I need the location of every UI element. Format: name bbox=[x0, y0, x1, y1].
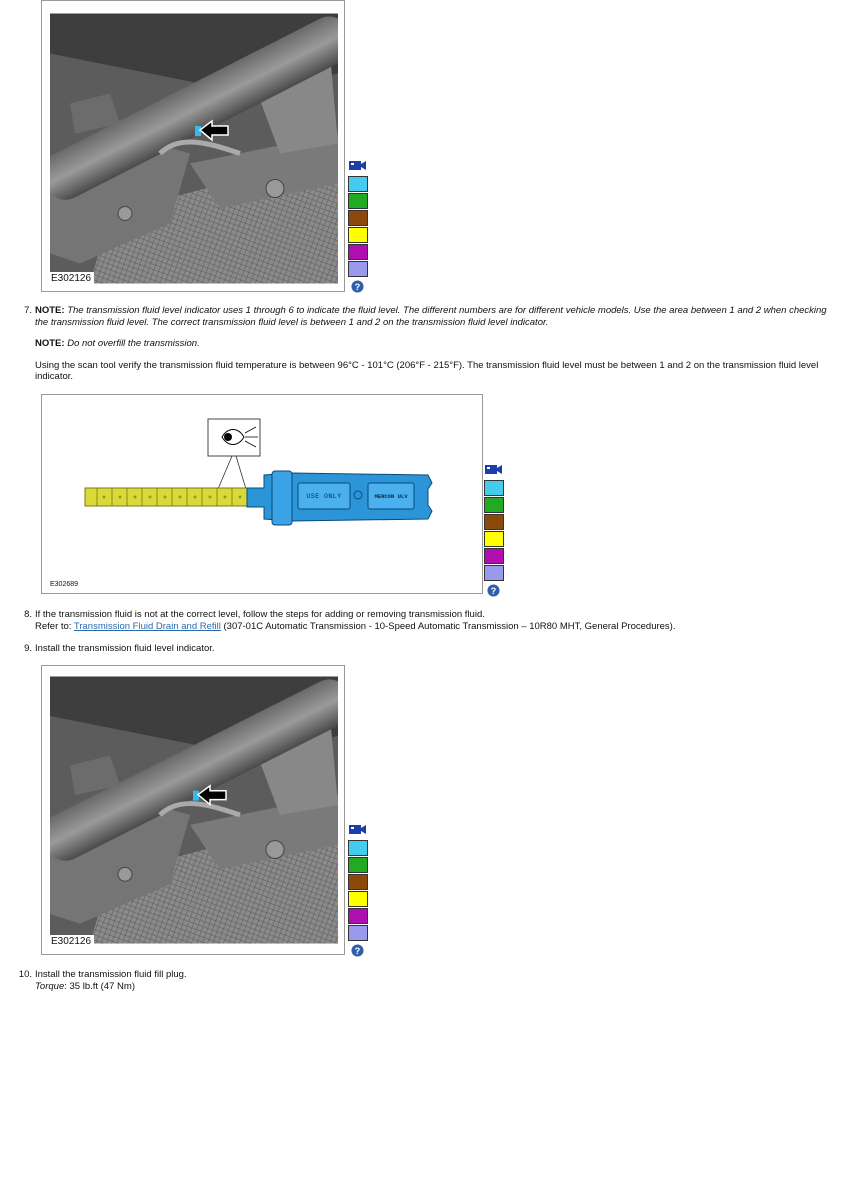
swatch-brown[interactable] bbox=[348, 874, 368, 890]
note-2: NOTE: Do not overfill the transmission. bbox=[35, 338, 200, 349]
step-number: 10. bbox=[18, 969, 32, 980]
figure-2 bbox=[41, 394, 483, 594]
camera-icon[interactable] bbox=[484, 462, 504, 476]
figure-code: E302126 bbox=[48, 272, 94, 285]
help-icon[interactable] bbox=[487, 584, 500, 597]
note-1: NOTE: The transmission fluid level indicator uses 1 through 6 to indicate the fluid level. The different numbers are for different vehicle models. Use the area between 1 and 2 when checking the transmission fluid level. The correct transmission fluid level is between 1 and 2 on the transmission fluid level indicator. bbox=[35, 305, 827, 328]
dipstick-label-use-only: USE ONLY bbox=[306, 493, 342, 500]
swatch-green[interactable] bbox=[348, 857, 368, 873]
swatch-yellow[interactable] bbox=[484, 531, 504, 547]
figure-code: E302689 bbox=[47, 580, 81, 589]
swatch-lavender[interactable] bbox=[484, 565, 504, 581]
swatch-cyan[interactable] bbox=[348, 840, 368, 856]
swatch-lavender[interactable] bbox=[348, 925, 368, 941]
torque-spec: Torque: 35 lb.ft (47 Nm) bbox=[35, 980, 135, 992]
step-number: 9. bbox=[24, 643, 32, 654]
color-palette-1 bbox=[348, 158, 368, 293]
step-8-text: If the transmission fluid is not at the correct level, follow the steps for adding or removing transmission fluid. bbox=[35, 609, 485, 620]
swatch-magenta[interactable] bbox=[348, 244, 368, 260]
dipstick-label-mercon: MERCON ULV bbox=[374, 493, 408, 500]
refer-line: Refer to: Transmission Fluid Drain and Refill (307-01C Automatic Transmission - 10-Speed Automatic Transmission – 10R80 MHT, General Procedures). bbox=[35, 620, 676, 632]
step-9-text: Install the transmission fluid level indicator. bbox=[35, 643, 215, 654]
svg-text:?: ? bbox=[354, 945, 361, 956]
swatch-magenta[interactable] bbox=[348, 908, 368, 924]
svg-text:?: ? bbox=[354, 281, 361, 292]
swatch-brown[interactable] bbox=[348, 210, 368, 226]
swatch-lavender[interactable] bbox=[348, 261, 368, 277]
step-number: 8. bbox=[24, 609, 32, 620]
swatch-magenta[interactable] bbox=[484, 548, 504, 564]
swatch-yellow[interactable] bbox=[348, 227, 368, 243]
color-palette-2 bbox=[484, 462, 504, 597]
step-7-text: Using the scan tool verify the transmission fluid temperature is between 96°C - 101°C (206°F - 215°F). The transmission fluid level must be between 1 and 2 on the transmission fluid level indicator. bbox=[35, 359, 819, 382]
swatch-green[interactable] bbox=[484, 497, 504, 513]
figure-code: E302126 bbox=[48, 935, 94, 948]
swatch-brown[interactable] bbox=[484, 514, 504, 530]
figure-3 bbox=[41, 665, 345, 955]
help-icon[interactable] bbox=[351, 280, 364, 293]
transmission-photo bbox=[50, 11, 338, 286]
swatch-cyan[interactable] bbox=[484, 480, 504, 496]
swatch-green[interactable] bbox=[348, 193, 368, 209]
procedure-link[interactable]: Transmission Fluid Drain and Refill bbox=[73, 620, 221, 632]
swatch-cyan[interactable] bbox=[348, 176, 368, 192]
svg-text:?: ? bbox=[490, 585, 497, 596]
help-icon[interactable] bbox=[351, 944, 364, 957]
step-number: 7. bbox=[24, 305, 32, 316]
step-10-text: Install the transmission fluid fill plug. bbox=[35, 969, 187, 980]
camera-icon[interactable] bbox=[348, 822, 368, 836]
transmission-photo bbox=[50, 674, 338, 946]
figure-1 bbox=[41, 0, 345, 292]
dipstick-illustration bbox=[42, 395, 482, 593]
color-palette-3 bbox=[348, 822, 368, 957]
swatch-yellow[interactable] bbox=[348, 891, 368, 907]
camera-icon[interactable] bbox=[348, 158, 368, 172]
